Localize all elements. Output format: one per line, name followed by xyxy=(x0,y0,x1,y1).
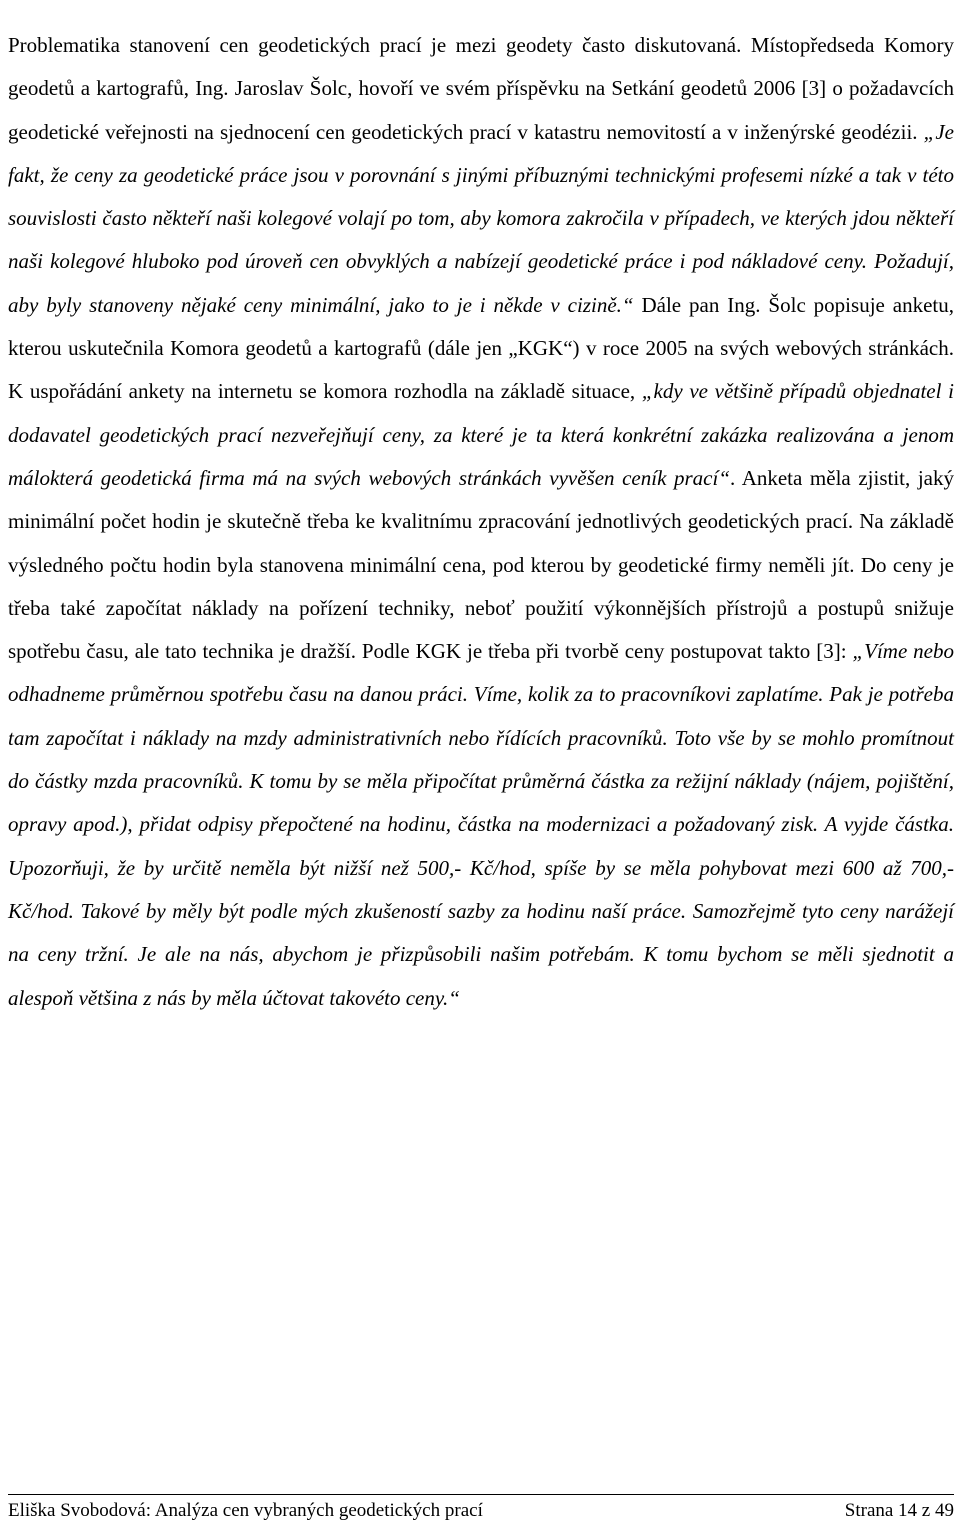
paragraph-text-survey: Dále pan Ing. Šolc popisuje anketu, kterou uskutečnila Komora geodetů a kartografů (dále jen „KGK“) v roce 2005 na svých webových stránkách. K uspořádání ankety na internetu se komora rozhodla na základě situace, xyxy=(8,292,954,404)
footer-divider xyxy=(8,1494,954,1495)
quote-solc-minimum-prices: „Je fakt, že ceny za geodetické práce jsou v porovnání s jinými příbuznými technickými profesemi nízké a tak v této souvislosti často někteří naši kolegové volají po tom, aby komora zakročila v případech, ve kterých jdou někteří naši kolegové hluboko pod úroveň cen obvyklých a nabízejí geodetické práce i pod nákladové ceny. Požadují, aby byly stanoveny nějaké ceny minimální, jako to je i někde v cizině.“ xyxy=(8,119,954,317)
quote-kgk-pricing-method: „Víme nebo odhadneme průměrnou spotřebu času na danou práci. Víme, kolik za to pracovníkovi zaplatíme. Pak je potřeba tam započítat i náklady na mzdy administrativních nebo řídících pracovníků. Toto vše by se mohlo promítnout do částky mzda pracovníků. K tomu by se měla připočítat průměrná částka za režijní náklady (nájem, pojištění, opravy apod.), přidat odpisy přepočtené na hodinu, částka na modernizaci a požadovaný zisk. A vyjde částka. Upozorňuji, že by určitě neměla být nižší než 500,- Kč/hod, spíše by se měla pohybovat mezi 600 až 700,- Kč/hod. Takové by měly být podle mých zkušeností sazby za hodinu naší práce. Samozřejmě tyto ceny narážejí na ceny tržní. Je ale na nás, abychom je přizpůsobili našim potřebám. K tomu bychom se měli sjednotit a alespoň většina z nás by měla účtovat takovéto ceny.“ xyxy=(8,639,954,1010)
paragraph-text-pricing: . Anketa měla zjistit, jaký minimální počet hodin je skutečně třeba ke kvalitnímu zpracování jednotlivých geodetických prací. Na základě výsledného počtu hodin byla stanovena minimální cena, pod kterou by geodetické firmy neměli jít. Do ceny je třeba také započítat náklady na pořízení techniky, neboť použití výkonnějších přístrojů a postupů snižuje spotřebu času, ale tato technika je dražší. Podle KGK je třeba při tvorbě ceny postupovat takto [3]: xyxy=(8,465,954,664)
footer-page-number: Strana 14 z 49 xyxy=(844,1500,954,1521)
paragraph-text-intro: Problematika stanovení cen geodetických prací je mezi geodety často diskutovaná. Místopředseda Komory geodetů a kartografů, Ing. Jaroslav Šolc, hovoří ve svém příspěvku na Setkání geodetů 2006 [3] o požadavcích geodetické veřejnosti na sjednocení cen geodetických prací v katastru nemovitostí a v inženýrské geodézii. xyxy=(8,33,954,144)
footer-title: Eliška Svobodová: Analýza cen vybraných geodetických prací xyxy=(8,1500,483,1521)
body-paragraph xyxy=(8,24,954,1020)
quote-survey-reason: „kdy ve většině případů objednatel i dodavatel geodetických prací nezveřejňují ceny, za které je ta která konkrétní zakázka realizována a jenom málokterá geodetická firma má na svých webových stránkách vyvěšen ceník prací“ xyxy=(8,379,954,490)
